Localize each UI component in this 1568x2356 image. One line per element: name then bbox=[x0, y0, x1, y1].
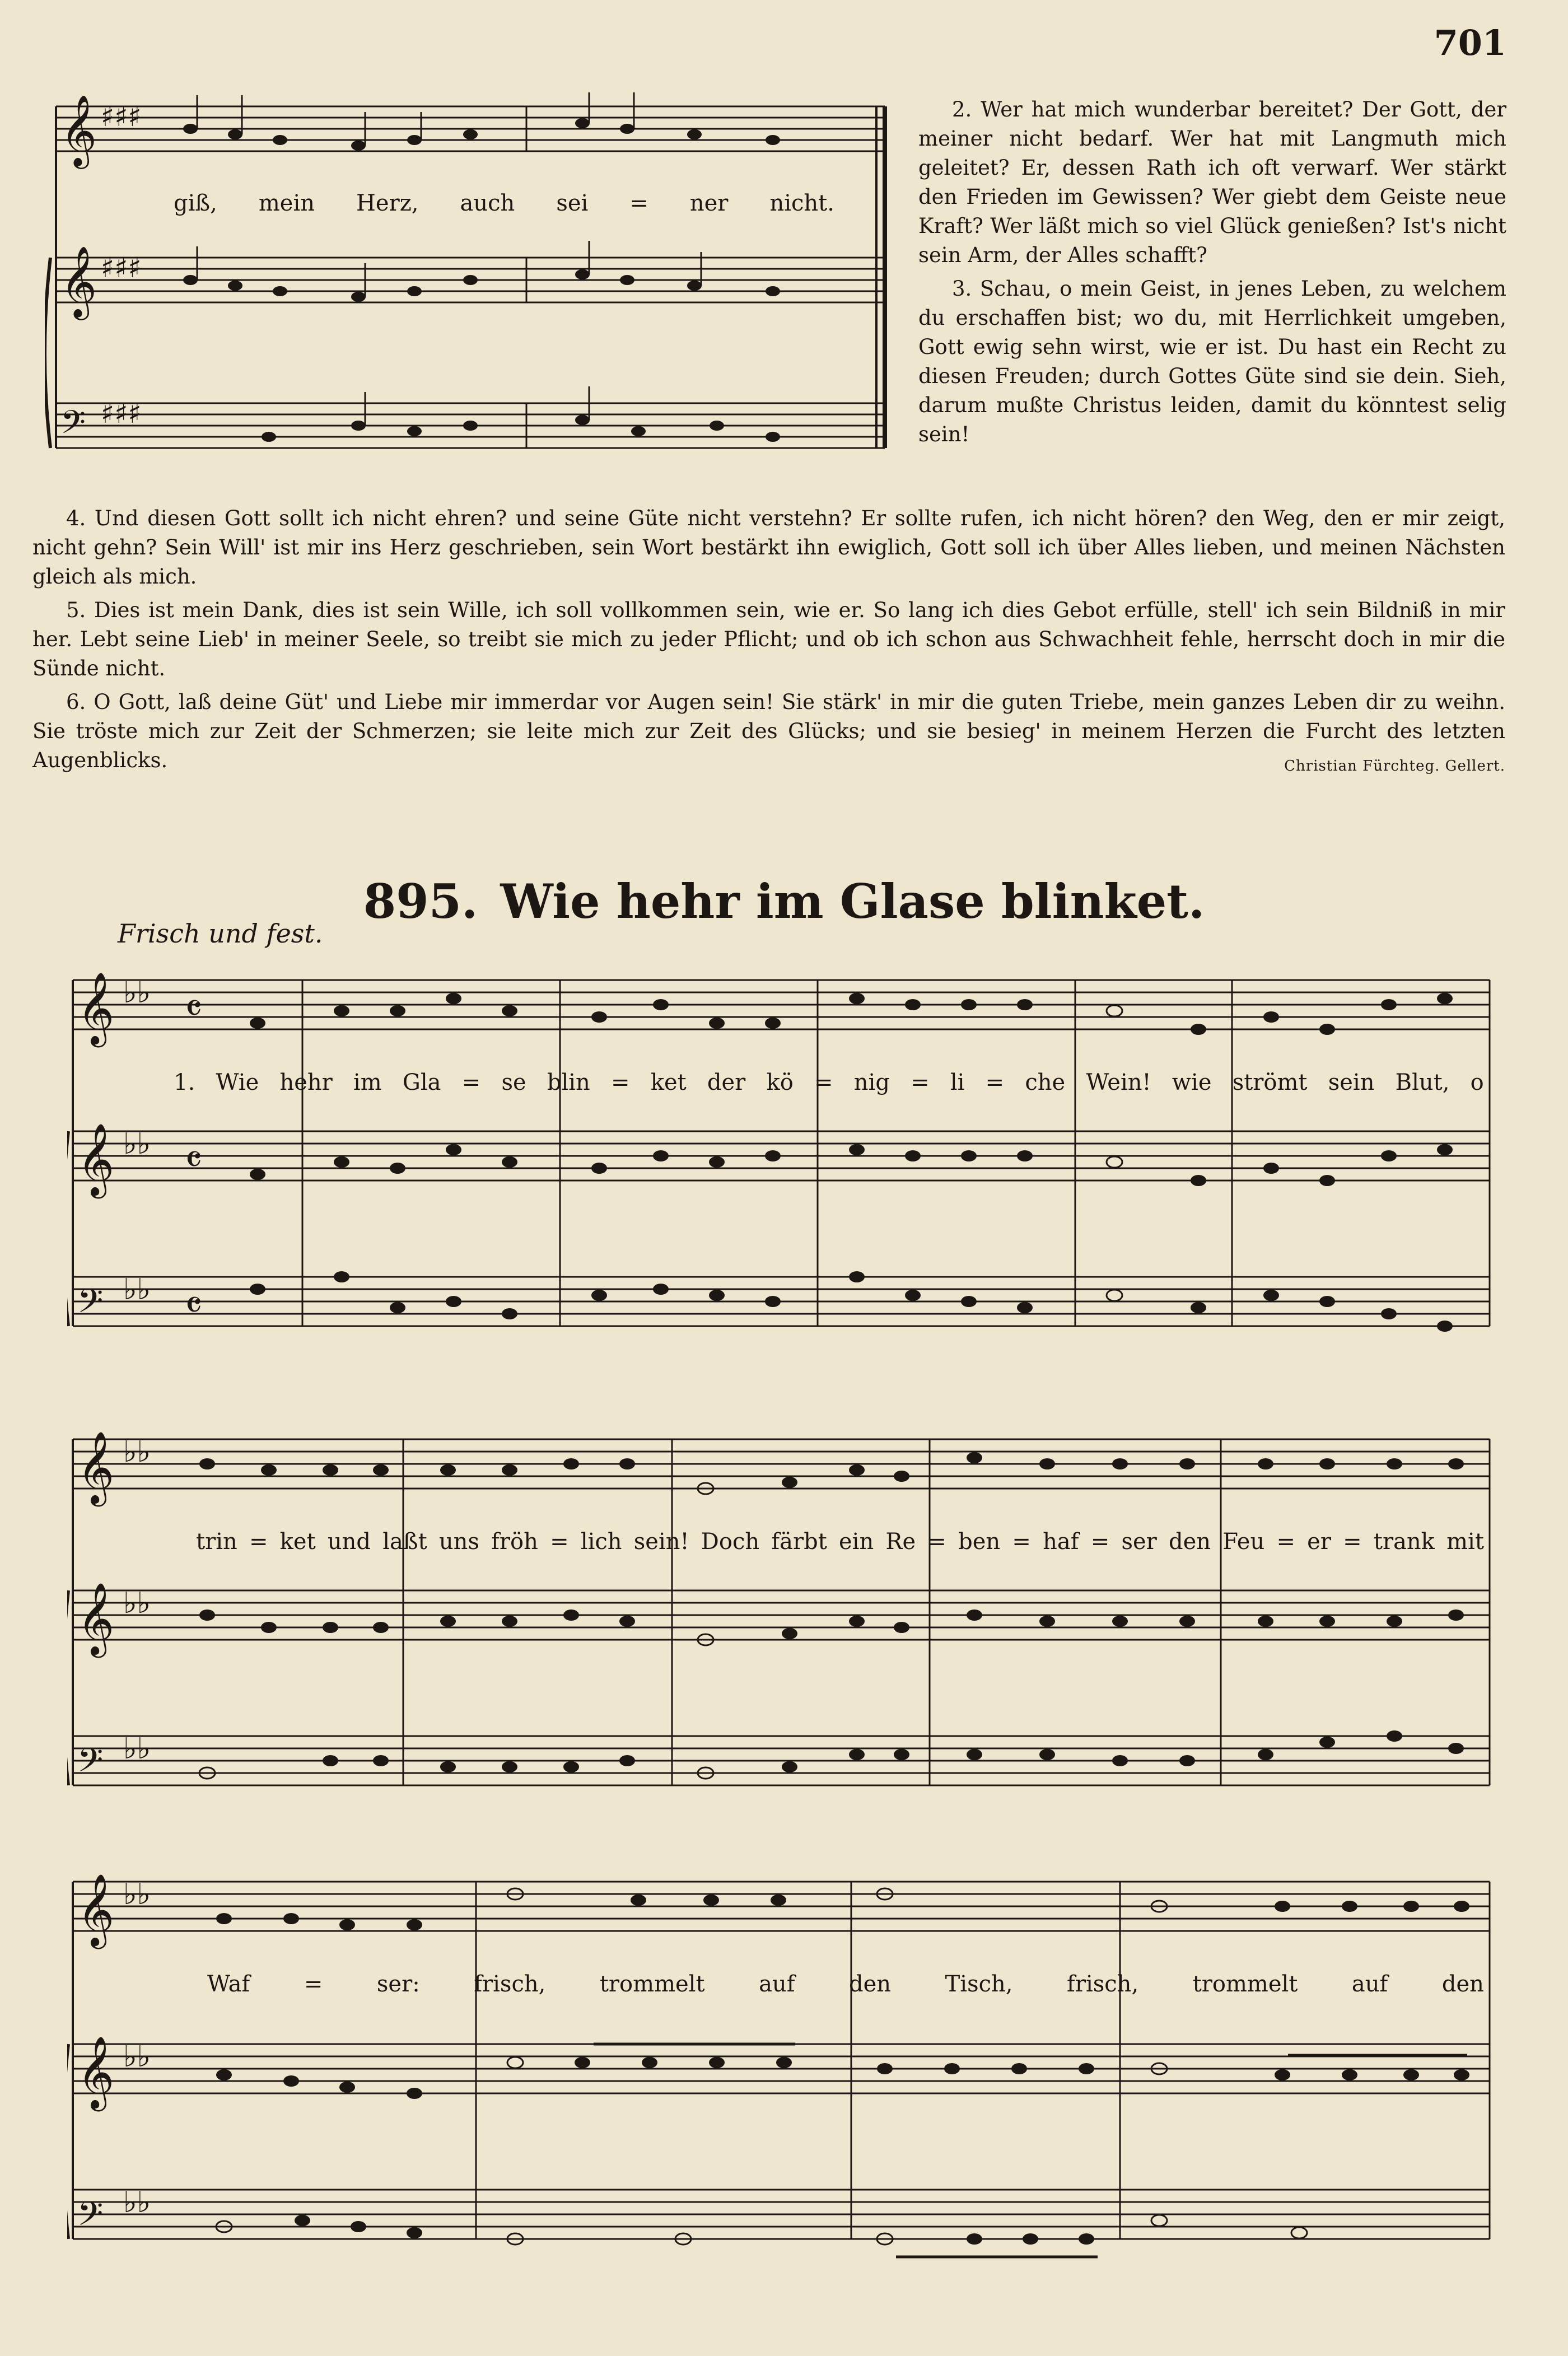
lyric-syllable: = bbox=[611, 1070, 630, 1095]
svg-text:♯♯♯: ♯♯♯ bbox=[101, 100, 142, 133]
svg-text:♭♭: ♭♭ bbox=[123, 1127, 151, 1161]
lyric-syllable: = bbox=[1343, 1529, 1362, 1555]
music-notation bbox=[67, 1865, 1501, 2290]
lyric-syllable: strömt bbox=[1232, 1070, 1308, 1095]
song-number: 895. bbox=[363, 874, 478, 929]
lyric-syllable: Wie bbox=[216, 1070, 259, 1095]
lyric-syllable: che bbox=[1025, 1070, 1066, 1095]
lyric-syllable: = bbox=[1090, 1529, 1110, 1555]
page-number: 701 bbox=[1434, 22, 1506, 63]
music-system-2 bbox=[67, 1422, 1501, 1848]
lyric-syllable: laßt bbox=[382, 1529, 427, 1555]
lyric-syllable: sein bbox=[1328, 1070, 1375, 1095]
lyric-syllable: trin bbox=[196, 1529, 237, 1555]
lyric-syllable: 1. bbox=[174, 1070, 195, 1095]
lyric-syllable: Wein! bbox=[1086, 1070, 1151, 1095]
verse-6: 6. O Gott, laß deine Güt' und Liebe mir immerdar vor Augen sein! Sie stärk' in mir die guten Triebe, mein ganzes Leben dir zu weihn. Sie tröste mich zur Zeit der Schmerzen; sie leite mich zur Zeit des Glücks; und sie besieg' in meinem Herzen die Furcht des letzten Augenblicks. Christian Fürchteg. Gellert. bbox=[32, 688, 1505, 775]
svg-text:𝄴: 𝄴 bbox=[185, 986, 203, 1032]
svg-text:𝄢: 𝄢 bbox=[77, 1281, 104, 1328]
lyric-syllable: trommelt bbox=[1192, 1971, 1298, 1997]
svg-text:♯♯♯: ♯♯♯ bbox=[101, 251, 142, 284]
lyric-syllable: = bbox=[911, 1070, 930, 1095]
lyric-syllable: sei bbox=[556, 190, 589, 216]
lyric-syllable: ein bbox=[838, 1529, 874, 1555]
music-notation bbox=[67, 963, 1501, 1389]
music-system-previous-song bbox=[45, 90, 896, 493]
svg-text:𝄞: 𝄞 bbox=[77, 1431, 115, 1504]
lyric-syllable: nig bbox=[853, 1070, 890, 1095]
verse-column-wide bbox=[32, 504, 1505, 781]
tempo-marking: Frisch und fest. bbox=[118, 918, 323, 949]
svg-text:♭♭: ♭♭ bbox=[123, 1732, 151, 1766]
lyric-syllable: ser bbox=[1121, 1529, 1157, 1555]
lyric-syllable: frisch, bbox=[1067, 1971, 1139, 1997]
lyric-syllable: = bbox=[927, 1529, 946, 1555]
lyric-syllable: den bbox=[1441, 1971, 1484, 1997]
lyric-syllable: den bbox=[849, 1971, 892, 1997]
lyric-syllable: frisch, bbox=[474, 1971, 546, 1997]
lyric-syllable: Feu bbox=[1222, 1529, 1265, 1555]
lyric-syllable: Blut, bbox=[1395, 1070, 1450, 1095]
lyric-syllable: Gla bbox=[402, 1070, 441, 1095]
lyric-syllable: auf bbox=[759, 1971, 795, 1997]
lyric-syllable: Re bbox=[885, 1529, 916, 1555]
verse-4: 4. Und diesen Gott sollt ich nicht ehren? und seine Güte nicht verstehn? Er sollte rufen, ich nicht hören? den Weg, den er mir zeigt, nicht gehn? Sein Will' ist mir ins Herz geschrieben, sein Wort bestärkt ihn ewiglich, Gott soll ich über Alles lieben, und meinen Nächsten gleich als mich. bbox=[32, 506, 1505, 589]
svg-text:𝄞: 𝄞 bbox=[77, 1582, 115, 1655]
svg-text:♭♭: ♭♭ bbox=[123, 2186, 151, 2219]
lyric-syllable: mit bbox=[1446, 1529, 1484, 1555]
lyric-syllable: Tisch, bbox=[945, 1971, 1013, 1997]
lyric-syllable: li bbox=[950, 1070, 965, 1095]
svg-text:♯♯♯: ♯♯♯ bbox=[101, 397, 142, 430]
lyric-syllable: sein! bbox=[633, 1529, 689, 1555]
lyric-syllable: ner bbox=[689, 190, 729, 216]
lyric-syllable: der bbox=[707, 1070, 746, 1095]
lyric-syllable: uns bbox=[438, 1529, 479, 1555]
lyric-syllable: auch bbox=[460, 190, 515, 216]
lyric-syllable: = bbox=[304, 1971, 323, 1997]
svg-text:♭♭: ♭♭ bbox=[123, 1878, 151, 1911]
lyric-syllable: hehr bbox=[279, 1070, 333, 1095]
lyric-syllable: haf bbox=[1043, 1529, 1079, 1555]
svg-text:♭♭: ♭♭ bbox=[123, 1273, 151, 1307]
author-credit: Christian Fürchteg. Gellert. bbox=[1284, 758, 1505, 775]
music-notation bbox=[67, 1422, 1501, 1848]
verse-2: 2. Wer hat mich wunderbar bereitet? Der Gott, der meiner nicht bedarf. Wer hat mit Langmuth mich geleitet? Er, dessen Rath ich oft verwarf. Wer stärkt den Frieden im Gewissen? Wer giebt dem Geiste neue Kraft? Wer läßt mich so viel Glück genießen? Ist's nicht sein Arm, der Alles schafft? bbox=[918, 97, 1506, 267]
lyric-syllable: und bbox=[327, 1529, 371, 1555]
verse-column-right bbox=[918, 95, 1506, 454]
music-system-1 bbox=[67, 963, 1501, 1389]
lyric-syllable: = bbox=[1012, 1529, 1031, 1555]
lyric-syllable: ben bbox=[958, 1529, 1001, 1555]
svg-text:𝄴: 𝄴 bbox=[185, 1137, 203, 1183]
lyric-syllable: lich bbox=[580, 1529, 622, 1555]
lyric-syllable: mein bbox=[258, 190, 315, 216]
music-notation bbox=[45, 90, 896, 493]
lyric-syllable: Waf bbox=[207, 1971, 250, 1997]
svg-text:𝄞: 𝄞 bbox=[77, 2036, 115, 2108]
lyric-syllable: trank bbox=[1373, 1529, 1435, 1555]
svg-text:𝄞: 𝄞 bbox=[60, 245, 97, 317]
svg-text:𝄞: 𝄞 bbox=[77, 1873, 115, 1946]
lyrics-previous-song bbox=[174, 190, 834, 216]
lyrics-line-2 bbox=[196, 1529, 1484, 1555]
lyric-syllable: = bbox=[629, 190, 648, 216]
lyric-syllable: se bbox=[501, 1070, 526, 1095]
lyric-syllable: o bbox=[1470, 1070, 1484, 1095]
lyric-syllable: = bbox=[985, 1070, 1005, 1095]
svg-text:𝄢: 𝄢 bbox=[77, 2194, 104, 2241]
verse-5: 5. Dies ist mein Dank, dies ist sein Wille, ich soll vollkommen sein, wie er. So lang ich dies Gebot erfülle, stell' ich sein Bildniß in mir her. Lebt seine Lieb' in meiner Seele, so treibt sie mich zu jeder Pflicht; und ob ich schon aus Schwachheit fehle, herrscht doch in mir die Sünde nicht. bbox=[32, 598, 1505, 680]
svg-text:𝄢: 𝄢 bbox=[77, 1741, 104, 1788]
lyric-syllable: = bbox=[461, 1070, 481, 1095]
svg-text:𝄞: 𝄞 bbox=[60, 94, 97, 166]
lyric-syllable: = bbox=[249, 1529, 268, 1555]
lyric-syllable: = bbox=[814, 1070, 833, 1095]
svg-text:♭♭: ♭♭ bbox=[123, 2040, 151, 2074]
lyric-syllable: ser: bbox=[376, 1971, 420, 1997]
svg-text:𝄴: 𝄴 bbox=[185, 1282, 203, 1328]
lyric-syllable: kö bbox=[766, 1070, 794, 1095]
lyric-syllable: blin bbox=[547, 1070, 590, 1095]
lyrics-line-3 bbox=[207, 1971, 1484, 1997]
lyric-syllable: = bbox=[550, 1529, 569, 1555]
lyric-syllable: nicht. bbox=[769, 190, 834, 216]
lyric-syllable: Herz, bbox=[356, 190, 419, 216]
lyric-syllable: er bbox=[1307, 1529, 1331, 1555]
verse-3: 3. Schau, o mein Geist, in jenes Leben, zu welchem du erschaffen bist; wo du, mit Herrlichkeit umgeben, Gott ewig sehn wirst, wie er ist. Du hast ein Recht zu diesen Freuden; durch Gottes Güte sind sie dein. Sieh, darum mußte Christus leiden, damit du könntest selig sein! bbox=[918, 277, 1506, 446]
lyric-syllable: ket bbox=[650, 1070, 687, 1095]
lyric-syllable: wie bbox=[1172, 1070, 1212, 1095]
lyric-syllable: im bbox=[353, 1070, 382, 1095]
lyric-syllable: Doch bbox=[701, 1529, 760, 1555]
svg-text:♭♭: ♭♭ bbox=[123, 976, 151, 1010]
song-title: Wie hehr im Glase blinket. bbox=[500, 874, 1205, 929]
lyric-syllable: trommelt bbox=[599, 1971, 705, 1997]
lyric-syllable: ket bbox=[279, 1529, 316, 1555]
lyrics-line-1 bbox=[174, 1070, 1484, 1095]
svg-text:𝄞: 𝄞 bbox=[77, 972, 115, 1044]
lyric-syllable: färbt bbox=[771, 1529, 827, 1555]
svg-text:♭♭: ♭♭ bbox=[123, 1587, 151, 1620]
svg-text:𝄢: 𝄢 bbox=[60, 403, 86, 449]
lyric-syllable: = bbox=[1276, 1529, 1295, 1555]
svg-text:♭♭: ♭♭ bbox=[123, 1435, 151, 1469]
lyric-syllable: auf bbox=[1351, 1971, 1388, 1997]
lyric-syllable: den bbox=[1168, 1529, 1211, 1555]
svg-text:𝄞: 𝄞 bbox=[77, 1123, 115, 1196]
music-system-3 bbox=[67, 1865, 1501, 2290]
lyric-syllable: fröh bbox=[491, 1529, 538, 1555]
lyric-syllable: giß, bbox=[174, 190, 217, 216]
